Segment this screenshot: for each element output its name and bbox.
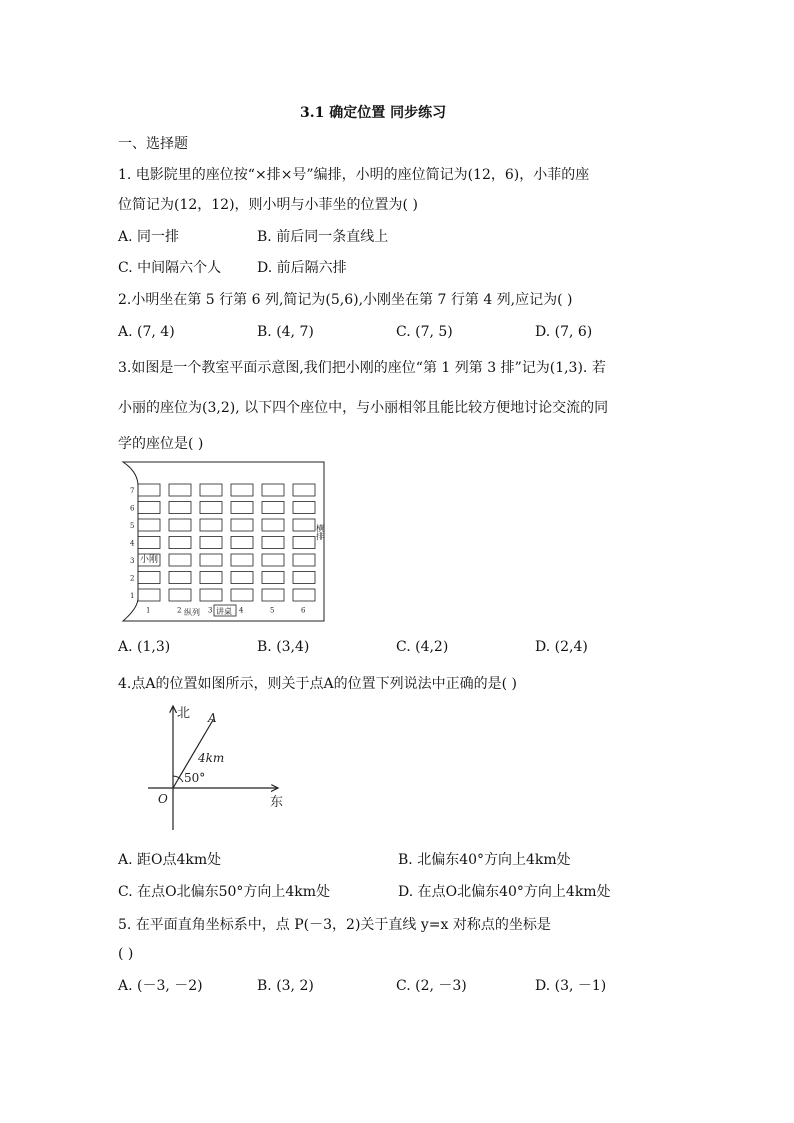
question-4-option-a: A. 距O点4km处 xyxy=(118,852,222,868)
column-label: 5 xyxy=(270,606,275,615)
question-1-option-c: C. 中间隔六个人 xyxy=(118,260,222,276)
desk xyxy=(262,502,284,514)
desk xyxy=(138,484,160,496)
point-a-label: A xyxy=(208,711,217,725)
column-label: 3 xyxy=(208,606,213,615)
row-label: 2 xyxy=(130,574,135,583)
column-label: 6 xyxy=(301,606,306,615)
desk xyxy=(231,554,253,566)
question-2-option-c: C. (7, 5) xyxy=(396,324,453,340)
question-1-option-b: B. 前后同一条直线上 xyxy=(257,229,389,245)
question-4-option-c: C. 在点O北偏东50°方向上4km处 xyxy=(118,884,331,900)
desk xyxy=(200,519,222,531)
desk xyxy=(262,572,284,584)
question-2-line-1: 2.小明坐在第 5 行第 6 列,简记为(5,6),小刚坐在第 7 行第 4 列,应记为( ) xyxy=(118,292,573,308)
east-label: 东 xyxy=(270,795,284,810)
desk xyxy=(262,519,284,531)
question-5-option-c: C. (2, －3) xyxy=(396,978,467,994)
classroom-seating-figure xyxy=(118,458,330,628)
desk xyxy=(169,589,191,601)
question-2-option-d: D. (7, 6) xyxy=(535,324,593,340)
classroom-outline xyxy=(123,462,324,621)
question-2-option-b: B. (4, 7) xyxy=(257,324,314,340)
question-5-option-a: A. (－3, －2) xyxy=(118,978,203,994)
distance-label: 4km xyxy=(198,751,225,765)
desk xyxy=(200,484,222,496)
desk xyxy=(138,589,160,601)
question-1-line-2: 位简记为(12，12)，则小明与小菲坐的位置为( ) xyxy=(118,197,418,213)
desk xyxy=(169,519,191,531)
desk xyxy=(169,502,191,514)
desk xyxy=(293,537,315,549)
desk xyxy=(138,572,160,584)
angle-label: 50° xyxy=(184,771,206,785)
desk xyxy=(169,554,191,566)
question-2-option-a: A. (7, 4) xyxy=(118,324,175,340)
desk xyxy=(169,572,191,584)
desk xyxy=(262,554,284,566)
desk xyxy=(200,502,222,514)
column-label: 2 xyxy=(177,606,182,615)
question-3-line-3: 学的座位是( ) xyxy=(118,436,204,452)
column-label: 1 xyxy=(146,606,151,615)
question-3-line-1: 3.如图是一个教室平面示意图,我们把小刚的座位“第 1 列第 3 排”记为(1,3). 若 xyxy=(118,360,606,376)
question-1-option-a: A. 同一排 xyxy=(118,229,180,245)
direction-figure xyxy=(140,700,300,835)
question-1-line-1: 1. 电影院里的座位按“×排×号”编排，小明的座位简记为(12，6)，小菲的座 xyxy=(118,167,590,183)
desk xyxy=(262,537,284,549)
row-label: 4 xyxy=(130,539,135,548)
desk xyxy=(231,537,253,549)
desk xyxy=(293,589,315,601)
desk xyxy=(200,572,222,584)
question-5-option-b: B. (3, 2) xyxy=(257,978,314,994)
desk xyxy=(231,589,253,601)
xiaogang-label: 小刚 xyxy=(140,555,159,565)
row-labels xyxy=(130,487,135,600)
question-3-option-d: D. (2,4) xyxy=(535,639,588,655)
question-1-option-d: D. 前后隔六排 xyxy=(257,260,347,276)
question-5-line-2: ( ) xyxy=(118,946,134,962)
desk xyxy=(231,519,253,531)
desk xyxy=(293,502,315,514)
question-4-option-b: B. 北偏东40°方向上4km处 xyxy=(398,852,571,868)
question-3-line-2: 小丽的座位为(3,2), 以下四个座位中，与小丽相邻且能比较方便地讨论交流的同 xyxy=(118,400,609,416)
desk xyxy=(169,537,191,549)
desk xyxy=(138,537,160,549)
desk xyxy=(262,589,284,601)
question-5-line-1: 5. 在平面直角坐标系中，点 P(－3，2)关于直线 y=x 对称点的坐标是 xyxy=(118,917,551,933)
desk xyxy=(231,484,253,496)
column-label: 4 xyxy=(239,606,244,615)
north-label: 北 xyxy=(177,706,191,721)
desk xyxy=(262,484,284,496)
row-label: 1 xyxy=(130,592,135,600)
desk xyxy=(293,519,315,531)
hengpai-label: 横排 xyxy=(315,524,325,540)
question-4-option-d: D. 在点O北偏东40°方向上4km处 xyxy=(398,884,611,900)
page-title: 3.1 确定位置 同步练习 xyxy=(300,105,447,121)
desk-grid xyxy=(138,484,315,601)
row-label: 5 xyxy=(130,522,135,530)
question-3-option-c: C. (4,2) xyxy=(396,639,449,655)
desk xyxy=(293,484,315,496)
question-3-option-a: A. (1,3) xyxy=(118,639,171,655)
jiangzhuo-label: 讲桌 xyxy=(216,607,232,616)
desk xyxy=(293,572,315,584)
row-label: 3 xyxy=(130,557,135,565)
question-5-option-d: D. (3, －1) xyxy=(535,978,607,994)
desk xyxy=(200,554,222,566)
question-4-line-1: 4.点A的位置如图所示，则关于点A的位置下列说法中正确的是( ) xyxy=(118,676,517,692)
desk xyxy=(138,502,160,514)
zonglie-label: 纵列 xyxy=(184,608,200,617)
desk xyxy=(200,537,222,549)
desk xyxy=(231,502,253,514)
question-3-option-b: B. (3,4) xyxy=(257,639,310,655)
desk xyxy=(138,519,160,531)
desk xyxy=(169,484,191,496)
desk xyxy=(293,554,315,566)
origin-label: O xyxy=(158,792,168,806)
section-heading: 一、选择题 xyxy=(118,136,188,152)
row-label: 6 xyxy=(130,504,135,513)
desk xyxy=(231,572,253,584)
desk xyxy=(200,589,222,601)
row-label: 7 xyxy=(130,487,135,495)
